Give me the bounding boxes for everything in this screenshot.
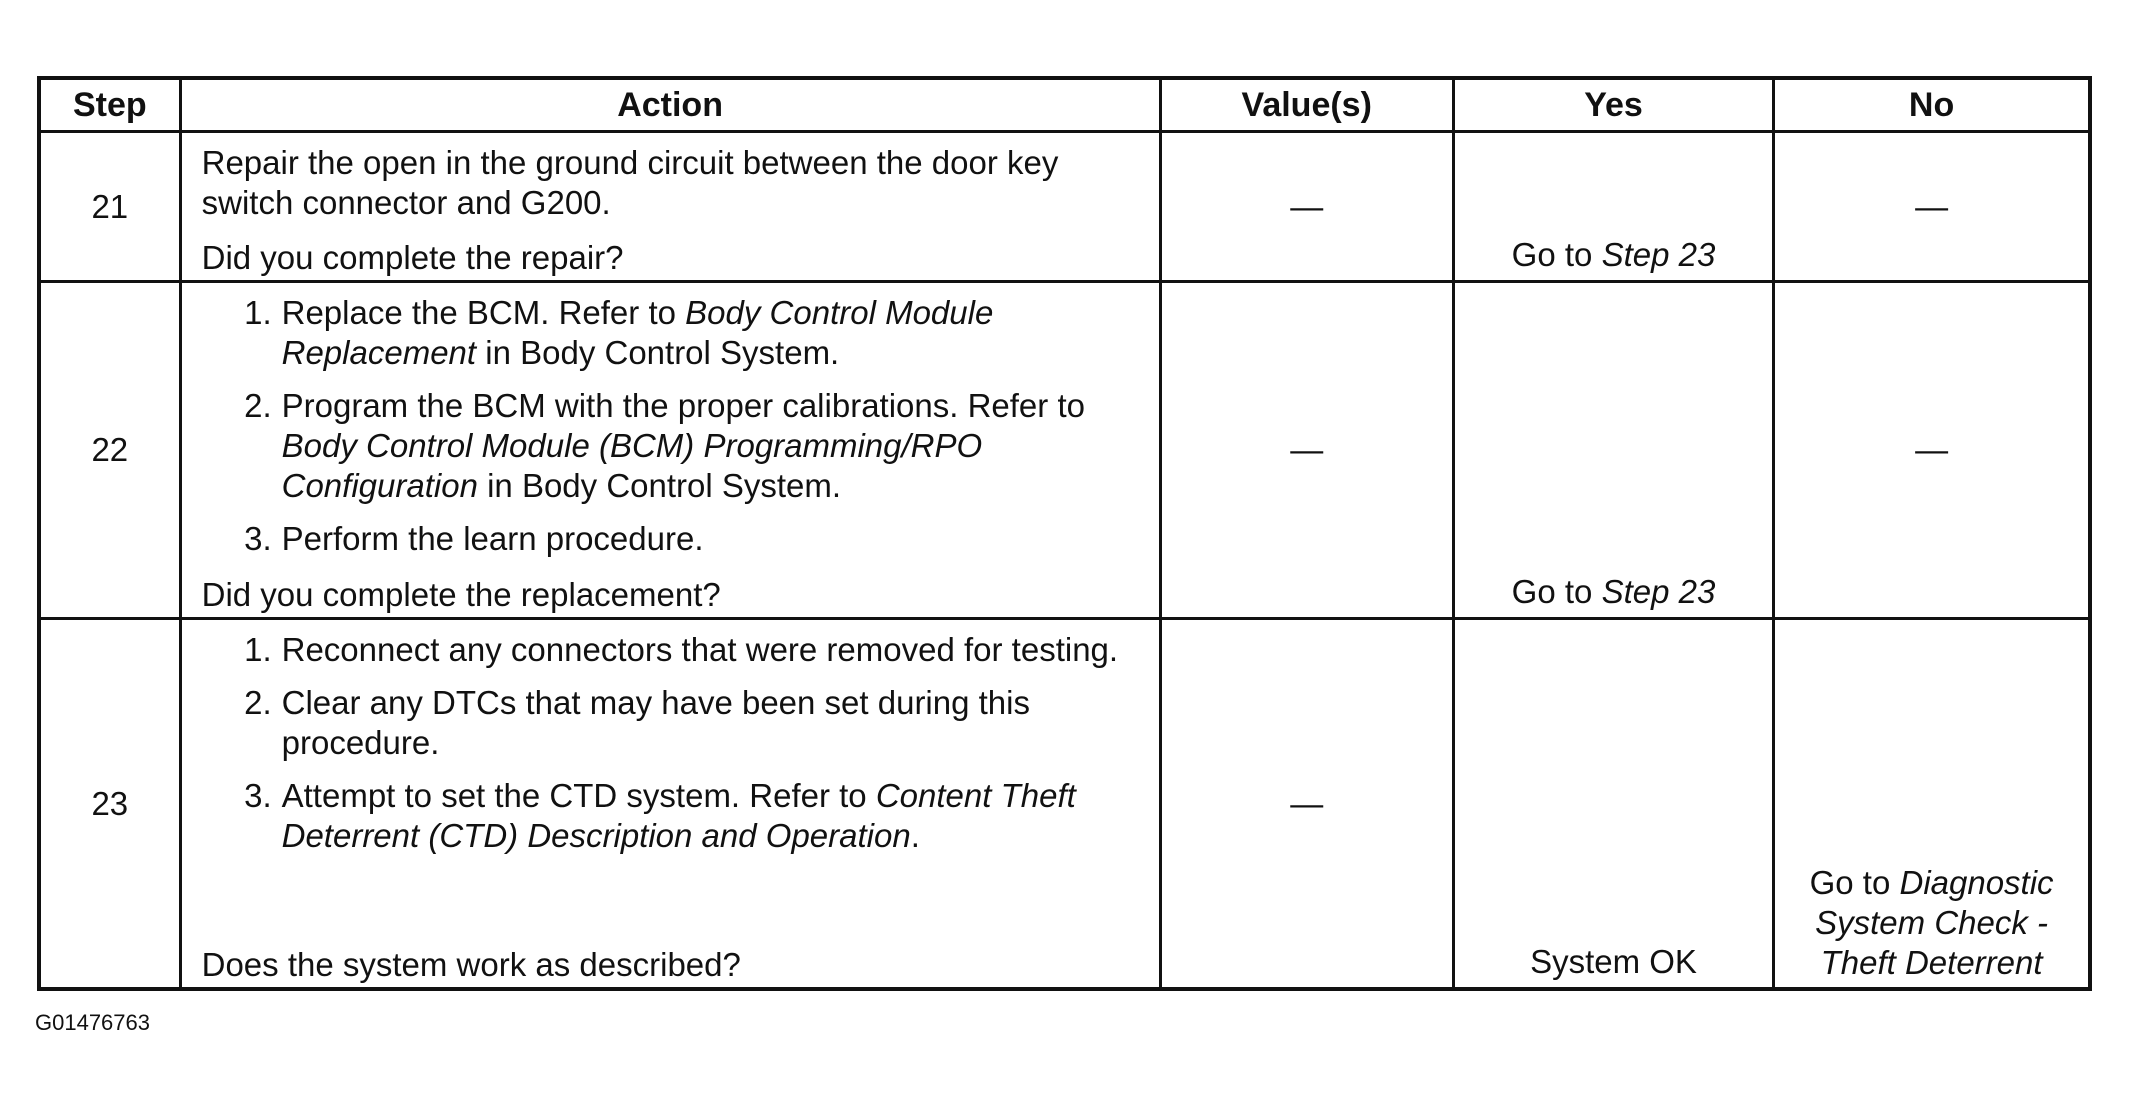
figure-id: G01476763 [35,1010,150,1035]
table-row [39,282,2090,619]
value-cell [1160,619,1453,990]
header-yes: Yes [1453,78,1773,132]
item-number: 3. [244,520,272,557]
value-cell [1160,132,1453,282]
item-text: Reconnect any connectors that were removed for testing. [281,631,1119,668]
no-text: Go to [1809,864,1900,901]
item-text: Clear any DTCs that may have been set during this procedure. [281,684,1030,761]
yes-step-link[interactable]: Step 23 [1601,236,1716,273]
yes-cell [1453,282,1773,619]
item-text: in Body Control System. [477,467,842,504]
list-item [202,776,1139,856]
header-action: Action [180,78,1160,132]
no-dash: — [1915,431,1949,468]
yes-step-link[interactable]: Step 23 [1601,573,1716,610]
item-text: Attempt to set the CTD system. Refer to [281,777,876,814]
no-diagnostic-link[interactable]: Diagnostic System Check - Theft Deterrent [1815,864,2054,981]
item-text: Program the BCM with the proper calibrations. Refer to [281,387,1085,424]
action-question: Did you complete the repair? [201,239,624,276]
item-number: 2. [244,387,272,424]
value-dash: — [1290,187,1324,225]
yes-cell [1453,132,1773,282]
item-reference[interactable]: Body Control Module Replacement [281,294,994,371]
header-values: Value(s) [1160,78,1453,132]
step-number: 21 [39,132,180,282]
item-number: 1. [244,631,272,668]
yes-text: System OK [1530,943,1697,980]
list-item [202,519,1139,559]
no-cell [1774,282,2090,619]
action-question: Does the system work as described? [201,946,741,983]
step-number: 23 [39,619,180,990]
action-steps [202,630,1139,856]
list-item [202,293,1139,373]
value-dash: — [1290,784,1324,822]
yes-cell [1453,619,1773,990]
action-cell [180,282,1160,619]
list-item [202,630,1139,670]
item-number: 1. [244,294,272,331]
no-cell [1774,619,2090,990]
item-number: 3. [244,777,272,814]
value-cell [1160,282,1453,619]
action-cell [180,619,1160,990]
list-item [202,386,1139,506]
header-row [39,78,2090,132]
item-text: Replace the BCM. Refer to [281,294,686,331]
item-text: . [910,817,920,854]
item-text: in Body Control System. [476,334,840,371]
item-number: 2. [244,684,272,721]
item-reference[interactable]: Content Theft Deterrent (CTD) Description and Operation [281,777,1076,854]
table-row [39,132,2090,282]
action-text: Repair the open in the ground circuit between the door key switch connector and G200. [201,144,1059,221]
diagnostic-table [37,76,2092,991]
yes-text: Go to [1511,236,1602,273]
item-text: Perform the learn procedure. [281,520,704,557]
yes-text: Go to [1511,573,1602,610]
no-dash: — [1915,187,1949,225]
action-steps [202,293,1139,559]
table-row [39,619,2090,990]
no-cell [1774,132,2090,282]
list-item [202,683,1139,763]
header-step: Step [39,78,180,132]
header-no: No [1774,78,2090,132]
step-number: 22 [39,282,180,619]
action-cell [180,132,1160,282]
value-dash: — [1290,431,1324,468]
item-reference[interactable]: Body Control Module (BCM) Programming/RPO Configuration [281,427,983,504]
action-question: Did you complete the replacement? [201,576,721,613]
